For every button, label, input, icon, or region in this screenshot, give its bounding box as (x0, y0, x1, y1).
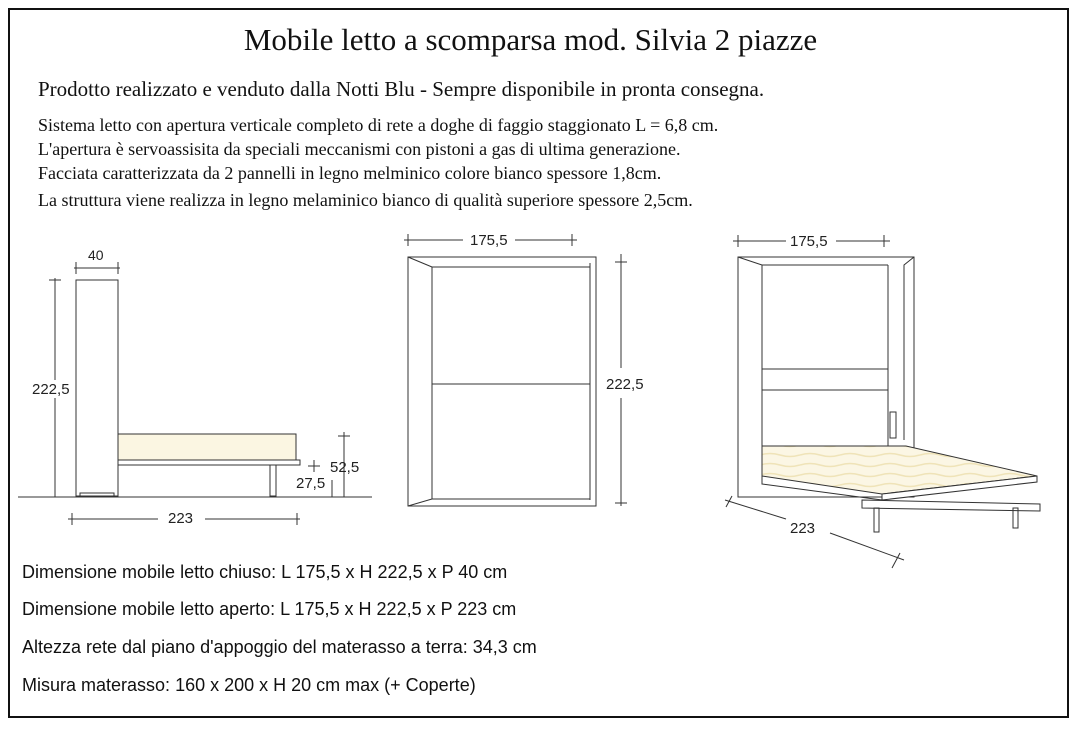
description-line: Sistema letto con apertura verticale completo di rete a doghe di faggio staggionato L = 6,8 cm. (38, 115, 719, 135)
bed-frame-side (118, 460, 300, 465)
spec-label: Misura materasso: (22, 675, 171, 695)
bed-leg (874, 508, 879, 532)
spec-open-dimensions (22, 599, 516, 620)
spec-closed-dimensions (22, 562, 507, 583)
dim-front-open-width: 175,5 (790, 233, 828, 250)
front-open-drawing (725, 235, 1040, 568)
dim-side-height: 222,5 (32, 381, 70, 398)
description-line: Facciata caratterizzata da 2 pannelli in legno melminico colore bianco spessore 1,8cm. (38, 163, 662, 183)
dim-side-net-height: 52,5 (330, 459, 360, 476)
bed-leg (270, 465, 276, 496)
page-title: Mobile letto a scomparsa mod. Silvia 2 piazze (243, 22, 818, 57)
mattress-side (118, 434, 296, 460)
page-subtitle: Prodotto realizzato e venduto dalla Notti Blu - Sempre disponibile in pronta consegna. (38, 77, 765, 101)
cabinet-side (76, 280, 118, 496)
description-line: L'apertura è servoassisita da speciali meccanismi con pistoni a gas di ultima generazione. (38, 139, 681, 159)
cabinet-front-closed (408, 257, 596, 506)
spec-value: 34,3 cm (472, 637, 537, 657)
spec-net-height (22, 637, 537, 658)
dim-side-depth-open: 223 (168, 510, 194, 527)
spec-mattress-size (22, 675, 476, 696)
spec-value: L 175,5 x H 222,5 x P 223 cm (280, 599, 517, 619)
spec-value: 160 x 200 x H 20 cm max (+ Coperte) (175, 675, 476, 695)
spec-label: Dimensione mobile letto aperto: (22, 599, 276, 619)
description-line: La struttura viene realizza in legno melaminico bianco di qualità superiore spessore 2,5cm. (38, 190, 693, 210)
dim-front-closed-width: 175,5 (470, 232, 508, 249)
dim-front-open-depth: 223 (790, 520, 816, 537)
spec-value: L 175,5 x H 222,5 x P 40 cm (281, 562, 508, 582)
dim-side-depth-closed: 40 (88, 247, 104, 263)
dim-side-leg-height: 27,5 (296, 475, 326, 492)
spec-label: Altezza rete dal piano d'appoggio del materasso a terra: (22, 637, 468, 657)
front-closed-drawing (404, 234, 627, 506)
spec-label: Dimensione mobile letto chiuso: (22, 562, 277, 582)
dim-front-closed-height: 222,5 (606, 376, 644, 393)
